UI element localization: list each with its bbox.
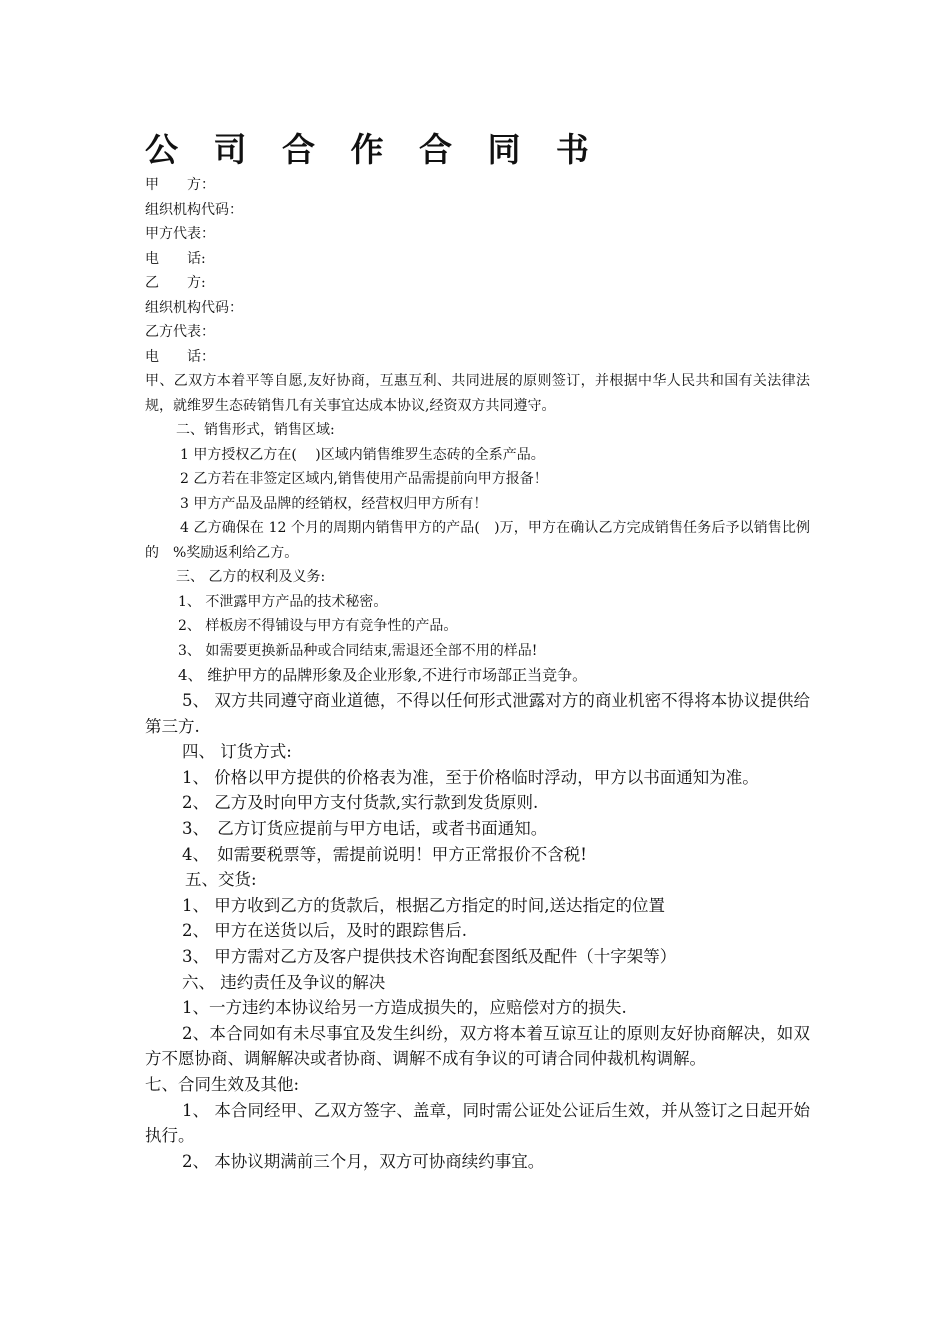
party-b-org-code-label: 组织机构代码： — [145, 299, 243, 316]
section-3-item: 3、 如需要更换新品种或合同结束,需退还全部不用的样品! — [178, 642, 538, 659]
party-b-phone-label: 电 话： — [145, 348, 215, 365]
section-3-item: 1、 不泄露甲方产品的技术秘密。 — [178, 593, 388, 610]
section-2-item: 1 甲方授权乙方在( )区域内销售维罗生态砖的全系产品。 — [180, 446, 545, 463]
party-b-representative-label: 乙方代表： — [145, 324, 215, 340]
section-5-heading: 五、交货: — [185, 870, 257, 890]
section-2-item: 3 甲方产品及品牌的经销权，经营权归甲方所有！ — [180, 495, 488, 512]
section-2-heading: 二、销售形式，销售区域: — [176, 422, 335, 438]
party-a-representative-label: 甲方代表： — [145, 226, 215, 242]
section-4-item: 4、 如需要税票等，需提前说明！甲方正常报价不含税! — [182, 844, 587, 864]
section-7-item: 1、 本合同经甲、乙双方签字、盖章，同时需公证处公证后生效，并从签订之日起开始执行。 — [145, 1100, 810, 1146]
section-5-item: 1、 甲方收到乙方的货款后，根据乙方指定的时间,送达指定的位置 — [182, 895, 665, 915]
party-a-phone-label: 电 话: — [145, 250, 206, 267]
section-6-item: 1、一方违约本协议给另一方造成损失的，应赔偿对方的损失. — [182, 998, 627, 1018]
section-6-heading: 六、 违约责任及争议的解决 — [182, 972, 386, 992]
section-3-item: 5、 双方共同遵守商业道德，不得以任何形式泄露对方的商业机密不得将本协议提供给第三方. — [145, 691, 810, 736]
section-4-item: 1、 价格以甲方提供的价格表为准，至于价格临时浮动，甲方以书面通知为准。 — [182, 767, 759, 787]
contract-title: 公 司 合 作 合 同 书 — [145, 130, 601, 169]
section-3-item: 4、 维护甲方的品牌形象及企业形象,不进行市场部正当竞争。 — [178, 666, 588, 684]
section-3-heading: 三、 乙方的权利及义务: — [176, 569, 326, 585]
party-b-label: 乙 方: — [145, 275, 206, 291]
contract-body — [145, 173, 810, 1174]
section-7-heading: 七、合同生效及其他: — [145, 1074, 300, 1094]
section-4-heading: 四、 订货方式: — [182, 742, 292, 762]
section-5-item: 3、 甲方需对乙方及客户提供技术咨询配套图纸及配件（十字架等） — [182, 946, 677, 966]
section-2-item: 4 乙方确保在 12 个月的周期内销售甲方的产品( )万，甲方在确认乙方完成销售任务后予以销售比例的 %奖励返利给乙方。 — [145, 520, 810, 561]
section-6-item: 2、本合同如有未尽事宜及发生纠纷，双方将本着互谅互让的原则友好协商解决，如双方不愿协商、调解解决或者协商、调解不成有争议的可请合同仲裁机构调解。 — [145, 1023, 810, 1069]
section-4-item: 3、 乙方订货应提前与甲方电话，或者书面通知。 — [182, 818, 548, 838]
party-a-label: 甲 方： — [145, 177, 215, 193]
section-2-item: 2 乙方若在非签定区域内,销售使用产品需提前向甲方报备！ — [180, 471, 548, 487]
section-7-item: 2、 本协议期满前三个月，双方可协商续约事宜。 — [182, 1151, 545, 1171]
section-5-item: 2、 甲方在送货以后，及时的跟踪售后. — [182, 921, 467, 941]
party-a-org-code-label: 组织机构代码： — [145, 201, 243, 218]
section-3-item: 2、 样板房不得铺设与甲方有竞争性的产品。 — [178, 618, 458, 634]
section-4-item: 2、 乙方及时向甲方支付货款,实行款到发货原则. — [182, 793, 539, 813]
intro-paragraph: 甲、乙双方本着平等自愿,友好协商，互惠互利、共同进展的原则签订，并根据中华人民共和国有关法律法规，就维罗生态砖销售几有关事宜达成本协议,经资双方共同遵守。 — [145, 373, 810, 414]
